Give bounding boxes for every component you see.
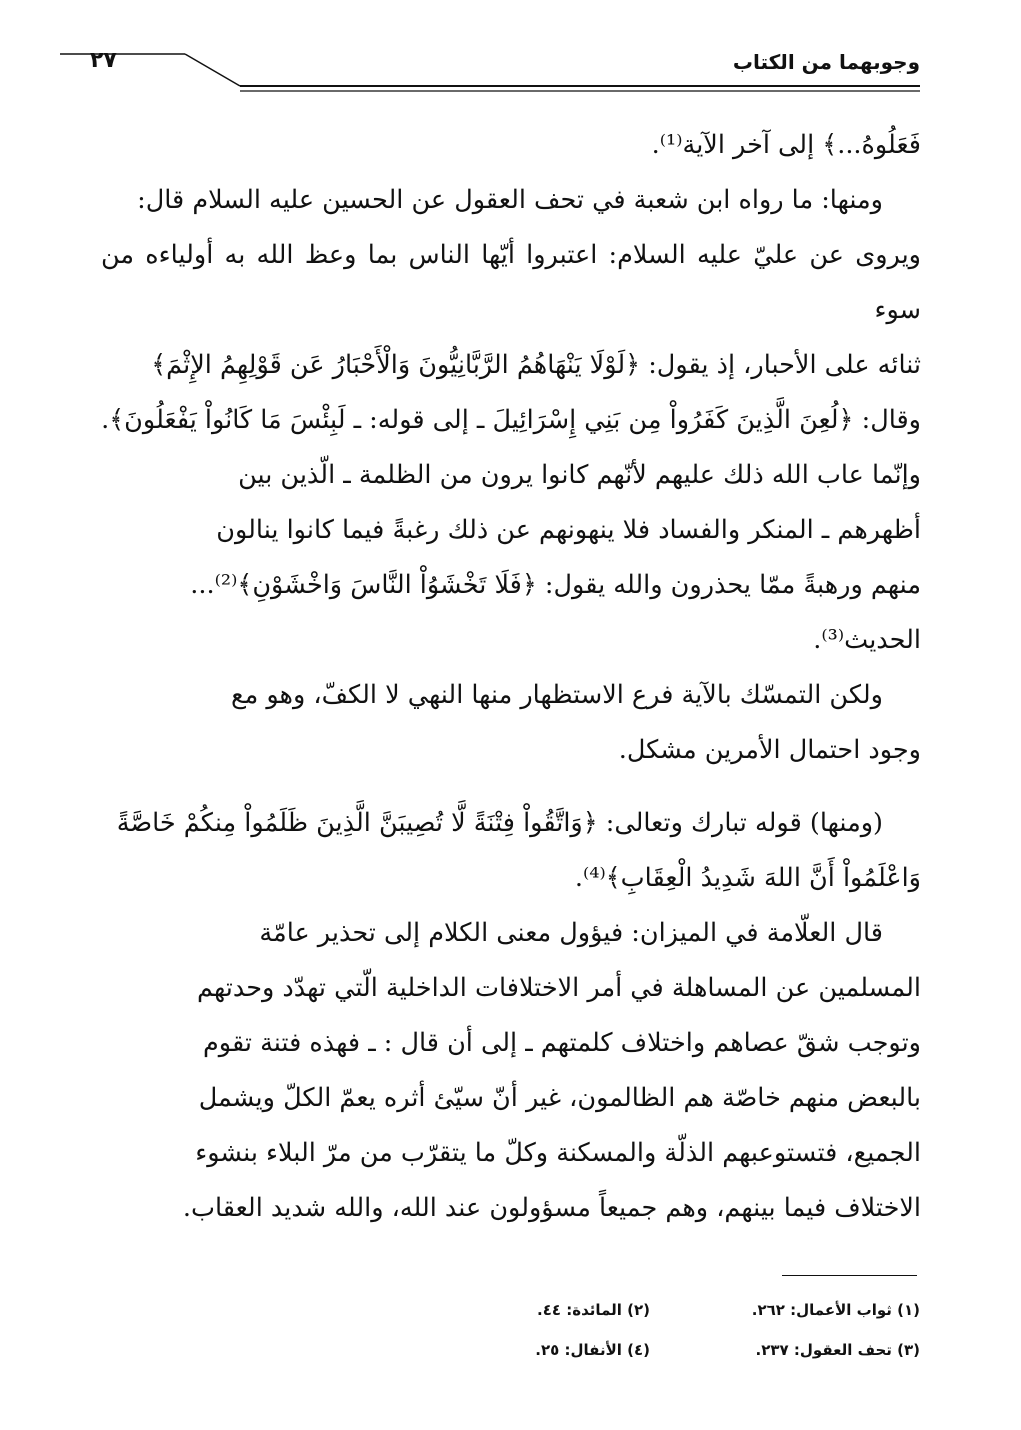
text-line: ولكن التمسّك بالآية فرع الاستظهار منها النهي لا الكفّ، وهو مع — [231, 680, 883, 710]
text-line: ويروى عن عليّ عليه السلام: اعتبروا أيّها الناس بما وعظ الله به أولياءه من سوء — [101, 240, 921, 325]
text-line: وإنّما عاب الله ذلك عليهم لأنّهم كانوا يرون من الظلمة ـ الّذين بين — [238, 460, 921, 490]
text-line: وَاعْلَمُواْ أَنَّ اللهَ شَدِيدُ الْعِقَابِ﴾⁽⁴⁾. — [574, 863, 921, 893]
text-line: فَعَلُوهُ...﴾ إلى آخر الآية⁽¹⁾. — [651, 130, 921, 160]
text-line: الاختلاف فيما بينهم، وهم جميعاً مسؤولون عند الله، والله شديد العقاب. — [182, 1193, 921, 1223]
footnote-rule — [782, 1275, 917, 1276]
body-text — [101, 118, 921, 1236]
text-line: وتوجب شقّ عصاهم واختلاف كلمتهم ـ إلى أن قال : ـ فهذه فتنة تقوم — [203, 1028, 921, 1058]
page-number: ٢٧ — [90, 48, 117, 73]
text-line: منهم ورهبةً ممّا يحذرون والله يقول: ﴿فَلَا تَخْشَوُاْ النَّاسَ وَاخْشَوْنِ﴾⁽²⁾... — [190, 570, 921, 600]
footnote-row — [380, 1290, 920, 1330]
paragraph-gap — [101, 778, 921, 796]
footnote-row — [380, 1330, 920, 1370]
text-line: الجميع، فتستوعبهم الذلّة والمسكنة وكلّ ما يتقرّب من مرّ البلاء بنشوء — [195, 1138, 921, 1168]
footnotes — [380, 1290, 920, 1370]
footnote-4: (٤) الأنفال: ٢٥. — [535, 1341, 650, 1359]
text-line: (ومنها) قوله تبارك وتعالى: ﴿وَاتَّقُواْ فِتْنَةً لَّا تُصِيبَنَّ الَّذِينَ ظَلَمُواْ مِنكُمْ خَاصَّةً — [116, 808, 883, 838]
text-line: أظهرهم ـ المنكر والفساد فلا ينهونهم عن ذلك رغبةً فيما كانوا ينالون — [216, 515, 921, 545]
text-line: بالبعض منهم خاصّة هم الظالمون، غير أنّ سيّئ أثره يعمّ الكلّ ويشمل — [198, 1083, 921, 1113]
running-title: وجوبهما من الكتاب — [732, 50, 920, 74]
footnote-1: (١) ثواب الأعمال: ٢٦٢. — [751, 1301, 920, 1319]
running-head — [60, 44, 920, 94]
text-line: المسلمين عن المساهلة في أمر الاختلافات الداخلية الّتي تهدّد وحدتهم — [197, 973, 921, 1003]
footnote-2: (٢) المائدة: ٤٤. — [537, 1301, 650, 1319]
text-line: وجود احتمال الأمرين مشكل. — [618, 735, 921, 765]
text-line: ثنائه على الأحبار، إذ يقول: ﴿لَوْلَا يَنْهَاهُمُ الرَّبَّانِيُّونَ وَالْأَحْبَارُ عَن قَوْلِهِمُ الإِثْمَ﴾ — [151, 350, 921, 380]
footnote-3: (٣) تحف العقول: ٢٣٧. — [755, 1341, 920, 1359]
text-line: قال العلّامة في الميزان: فيؤول معنى الكلام إلى تحذير عامّة — [259, 918, 883, 948]
text-line: ومنها: ما رواه ابن شعبة في تحف العقول عن الحسين عليه السلام قال: — [137, 185, 883, 215]
text-line: الحديث⁽³⁾. — [813, 625, 921, 655]
text-line: وقال: ﴿لُعِنَ الَّذِينَ كَفَرُواْ مِن بَنِي إِسْرَائِيلَ ـ إلى قوله: ـ لَبِئْسَ مَا كَانُواْ يَفْعَلُونَ﴾. — [101, 405, 921, 435]
